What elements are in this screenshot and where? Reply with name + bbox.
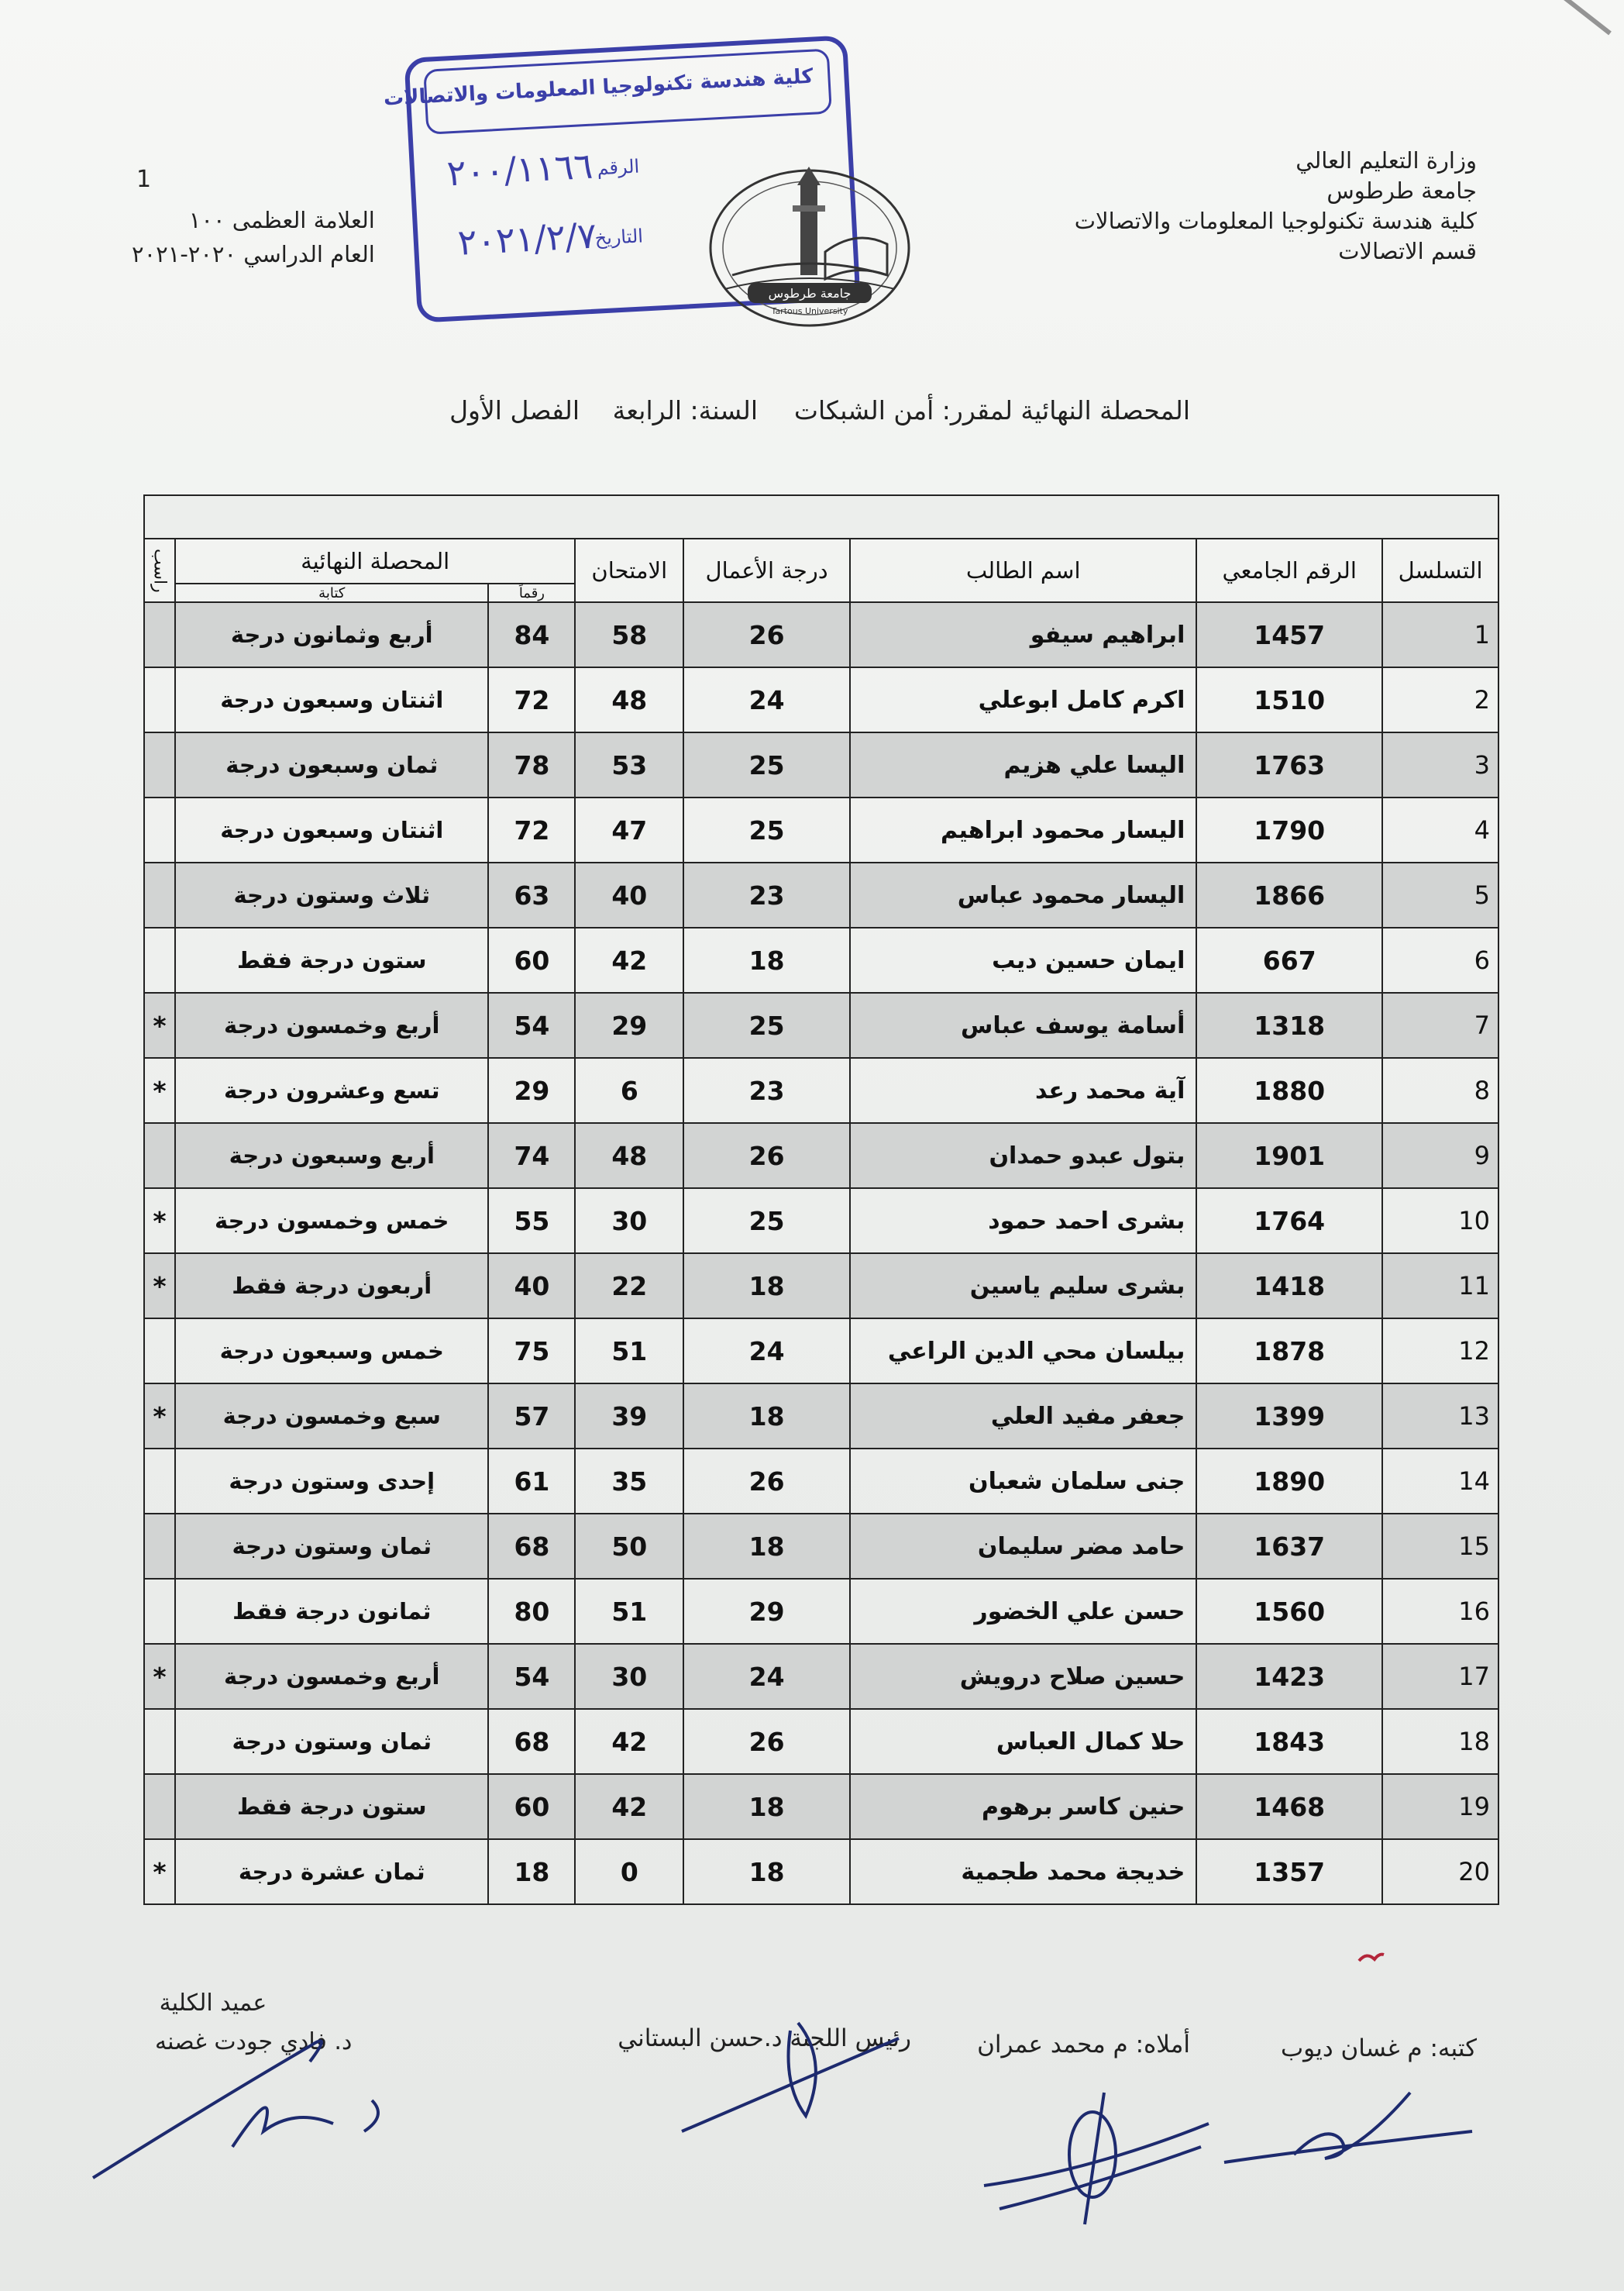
cell-total-words: خمس وسبعون درجة <box>175 1318 488 1383</box>
cell-total-words: إحدى وستون درجة <box>175 1449 488 1514</box>
cell-failed-mark <box>144 1514 175 1579</box>
cell-total: 72 <box>488 798 575 863</box>
table-row <box>144 928 1498 993</box>
cell-seq: 17 <box>1382 1644 1498 1709</box>
cell-total-words: خمس وخمسون درجة <box>175 1188 488 1253</box>
cell-exam: 42 <box>575 1709 683 1774</box>
table-row <box>144 1123 1498 1188</box>
cell-total-words: ثمان عشرة درجة <box>175 1839 488 1904</box>
institution-header <box>1075 146 1477 267</box>
table-blank-header-row <box>144 495 1498 539</box>
cell-seq: 6 <box>1382 928 1498 993</box>
cell-seq: 20 <box>1382 1839 1498 1904</box>
stamp-date-label: التاريخ <box>594 225 644 250</box>
cell-exam: 42 <box>575 1774 683 1839</box>
cell-failed-mark <box>144 798 175 863</box>
footer-committee-chair: رئيس اللجنة د.حسن البستاني <box>618 2024 911 2052</box>
cell-coursework: 18 <box>683 928 850 993</box>
cell-student-name: جعفر مفيد العلي <box>850 1383 1196 1449</box>
table-row <box>144 1449 1498 1514</box>
cell-failed-mark: * <box>144 1058 175 1123</box>
header-name: اسم الطالب <box>850 539 1196 602</box>
cell-student-id: 1790 <box>1196 798 1382 863</box>
table-row <box>144 1839 1498 1904</box>
cell-total-words: ستون درجة فقط <box>175 1774 488 1839</box>
cell-total: 40 <box>488 1253 575 1318</box>
cell-failed-mark <box>144 1579 175 1644</box>
cell-total-words: ثمانون درجة فقط <box>175 1579 488 1644</box>
header-final-num: رقماً <box>488 584 575 602</box>
dean-name: د. فادي جودت غصنه <box>155 2028 353 2055</box>
cell-failed-mark <box>144 928 175 993</box>
cell-total: 18 <box>488 1839 575 1904</box>
cell-total: 57 <box>488 1383 575 1449</box>
cell-student-name: حامد مضر سليمان <box>850 1514 1196 1579</box>
cell-student-id: 1510 <box>1196 667 1382 732</box>
table-header-row <box>144 539 1498 584</box>
cell-coursework: 26 <box>683 1449 850 1514</box>
cell-student-name: حسن علي الخضور <box>850 1579 1196 1644</box>
cell-coursework: 18 <box>683 1514 850 1579</box>
cell-student-id: 1423 <box>1196 1644 1382 1709</box>
cell-seq: 18 <box>1382 1709 1498 1774</box>
table-row <box>144 1318 1498 1383</box>
cell-exam: 50 <box>575 1514 683 1579</box>
cell-exam: 6 <box>575 1058 683 1123</box>
dean-title: عميد الكلية <box>159 1990 267 2017</box>
cell-exam: 58 <box>575 602 683 667</box>
cell-failed-mark <box>144 1709 175 1774</box>
table-row <box>144 993 1498 1058</box>
cell-exam: 40 <box>575 863 683 928</box>
header-coursework: درجة الأعمال <box>683 539 850 602</box>
cell-coursework: 18 <box>683 1253 850 1318</box>
cell-failed-mark: * <box>144 993 175 1058</box>
cell-coursework: 23 <box>683 1058 850 1123</box>
cell-student-id: 1763 <box>1196 732 1382 798</box>
cell-coursework: 26 <box>683 602 850 667</box>
cell-total-words: أربع وخمسون درجة <box>175 993 488 1058</box>
cell-coursework: 25 <box>683 1188 850 1253</box>
cell-total: 84 <box>488 602 575 667</box>
red-tick-mark-icon <box>1356 1945 1387 1969</box>
page-number: 1 <box>136 166 152 193</box>
cell-exam: 39 <box>575 1383 683 1449</box>
table-row <box>144 1058 1498 1123</box>
cell-exam: 35 <box>575 1449 683 1514</box>
stamp-date-value: ٢٠٢١/٢/٧ <box>456 214 598 264</box>
cell-student-id: 1468 <box>1196 1774 1382 1839</box>
cell-coursework: 24 <box>683 1644 850 1709</box>
cell-seq: 16 <box>1382 1579 1498 1644</box>
cell-failed-mark: * <box>144 1644 175 1709</box>
cell-exam: 51 <box>575 1579 683 1644</box>
cell-student-id: 1357 <box>1196 1839 1382 1904</box>
cell-seq: 4 <box>1382 798 1498 863</box>
cell-total: 29 <box>488 1058 575 1123</box>
cell-seq: 3 <box>1382 732 1498 798</box>
cell-exam: 0 <box>575 1839 683 1904</box>
cell-student-id: 1318 <box>1196 993 1382 1058</box>
cell-coursework: 24 <box>683 1318 850 1383</box>
cell-coursework: 29 <box>683 1579 850 1644</box>
table-row <box>144 1774 1498 1839</box>
cell-student-name: اكرم كامل ابوعلي <box>850 667 1196 732</box>
cell-coursework: 18 <box>683 1774 850 1839</box>
table-body <box>144 602 1498 1904</box>
table-row <box>144 798 1498 863</box>
cell-total: 74 <box>488 1123 575 1188</box>
table-row <box>144 1644 1498 1709</box>
footer-dictator: أملاه: م محمد عمران <box>977 2031 1190 2058</box>
cell-total-words: ثمان وسبعون درجة <box>175 732 488 798</box>
table-row <box>144 1514 1498 1579</box>
cell-student-name: حلا كمال العباس <box>850 1709 1196 1774</box>
course-title: المحصلة النهائية لمقرر: أمن الشبكات <box>793 395 1190 425</box>
cell-total-words: اثنتان وسبعون درجة <box>175 798 488 863</box>
cell-student-id: 1637 <box>1196 1514 1382 1579</box>
cell-coursework: 26 <box>683 1709 850 1774</box>
cell-failed-mark <box>144 1123 175 1188</box>
cell-total: 54 <box>488 1644 575 1709</box>
cell-student-id: 1880 <box>1196 1058 1382 1123</box>
cell-student-name: خديجة محمد طجمية <box>850 1839 1196 1904</box>
cell-total-words: أربع وسبعون درجة <box>175 1123 488 1188</box>
cell-exam: 48 <box>575 667 683 732</box>
ministry-line: وزارة التعليم العالي <box>1295 147 1477 174</box>
cell-failed-mark: * <box>144 1253 175 1318</box>
cell-seq: 11 <box>1382 1253 1498 1318</box>
cell-total: 80 <box>488 1579 575 1644</box>
header-seq: التسلسل <box>1382 539 1498 602</box>
cell-seq: 10 <box>1382 1188 1498 1253</box>
cell-exam: 30 <box>575 1188 683 1253</box>
cell-total: 54 <box>488 993 575 1058</box>
cell-student-name: آية محمد رعد <box>850 1058 1196 1123</box>
cell-student-name: بتول عبدو حمدان <box>850 1123 1196 1188</box>
cell-seq: 14 <box>1382 1449 1498 1514</box>
grades-table <box>143 494 1499 1905</box>
cell-exam: 51 <box>575 1318 683 1383</box>
cell-student-name: جنى سلمان شعبان <box>850 1449 1196 1514</box>
cell-total: 55 <box>488 1188 575 1253</box>
cell-student-name: أسامة يوسف عباس <box>850 993 1196 1058</box>
cell-seq: 13 <box>1382 1383 1498 1449</box>
header-final-words: كتابة <box>175 584 488 602</box>
cell-coursework: 18 <box>683 1383 850 1449</box>
cell-student-name: حسين صلاح درويش <box>850 1644 1196 1709</box>
cell-coursework: 23 <box>683 863 850 928</box>
cell-coursework: 25 <box>683 993 850 1058</box>
cell-total: 68 <box>488 1709 575 1774</box>
cell-total-words: سبع وخمسون درجة <box>175 1383 488 1449</box>
cell-student-name: ايمان حسين ديب <box>850 928 1196 993</box>
cell-exam: 42 <box>575 928 683 993</box>
cell-seq: 2 <box>1382 667 1498 732</box>
table-row <box>144 667 1498 732</box>
cell-total: 63 <box>488 863 575 928</box>
cell-student-name: اليسا علي هزيم <box>850 732 1196 798</box>
cell-student-id: 1843 <box>1196 1709 1382 1774</box>
cell-student-name: اليسار محمود ابراهيم <box>850 798 1196 863</box>
stamp-number-label: الرقم <box>596 155 640 180</box>
cell-student-name: بيلسان محي الدين الراعي <box>850 1318 1196 1383</box>
cell-exam: 29 <box>575 993 683 1058</box>
cell-student-name: ابراهيم سيفو <box>850 602 1196 667</box>
cell-seq: 7 <box>1382 993 1498 1058</box>
cell-exam: 53 <box>575 732 683 798</box>
cell-student-name: حنين كاسر برهوم <box>850 1774 1196 1839</box>
cell-student-name: بشرى احمد حمود <box>850 1188 1196 1253</box>
cell-total: 60 <box>488 928 575 993</box>
cell-failed-mark <box>144 1449 175 1514</box>
cell-seq: 8 <box>1382 1058 1498 1123</box>
stamp-title: كلية هندسة تكنولوجيا المعلومات والاتصالات <box>383 64 814 111</box>
academic-year-line: العام الدراسي ٢٠٢٠-٢٠٢١ <box>132 241 375 267</box>
cell-total-words: ثمان وستون درجة <box>175 1709 488 1774</box>
cell-total: 78 <box>488 732 575 798</box>
course-semester: الفصل الأول <box>449 395 580 425</box>
cell-seq: 9 <box>1382 1123 1498 1188</box>
cell-total-words: ستون درجة فقط <box>175 928 488 993</box>
cell-failed-mark: * <box>144 1839 175 1904</box>
footer-writer: كتبه: م غسان ديوب <box>1281 2034 1477 2062</box>
table-row <box>144 1579 1498 1644</box>
cell-total-words: اثنتان وسبعون درجة <box>175 667 488 732</box>
cell-failed-mark <box>144 602 175 667</box>
dictator-signature-icon <box>969 2077 1224 2232</box>
cell-total-words: ثمان وستون درجة <box>175 1514 488 1579</box>
table-row <box>144 1188 1498 1253</box>
cell-student-name: بشرى سليم ياسين <box>850 1253 1196 1318</box>
cell-seq: 5 <box>1382 863 1498 928</box>
cell-total-words: أربع وثمانون درجة <box>175 602 488 667</box>
cell-total-words: ثلاث وستون درجة <box>175 863 488 928</box>
header-failed: راسب <box>144 539 175 602</box>
writer-signature-icon <box>1209 2077 1488 2178</box>
cell-student-id: 1764 <box>1196 1188 1382 1253</box>
cell-exam: 30 <box>575 1644 683 1709</box>
course-year: السنة: الرابعة <box>612 395 758 425</box>
seal-label: جامعة طرطوس <box>768 286 852 301</box>
cell-student-name: اليسار محمود عباس <box>850 863 1196 928</box>
cell-total: 60 <box>488 1774 575 1839</box>
chair-signature-icon <box>674 2015 907 2139</box>
max-mark-line: العلامة العظمى ١٠٠ <box>188 207 375 233</box>
exam-info-header <box>132 203 375 271</box>
department-line: قسم الاتصالات <box>1338 238 1477 264</box>
cell-failed-mark <box>144 1318 175 1383</box>
cell-failed-mark: * <box>144 1383 175 1449</box>
table-row <box>144 1253 1498 1318</box>
table-row <box>144 732 1498 798</box>
cell-seq: 15 <box>1382 1514 1498 1579</box>
cell-seq: 12 <box>1382 1318 1498 1383</box>
cell-student-id: 1901 <box>1196 1123 1382 1188</box>
cell-student-id: 1560 <box>1196 1579 1382 1644</box>
cell-failed-mark <box>144 863 175 928</box>
cell-failed-mark: * <box>144 1188 175 1253</box>
cell-failed-mark <box>144 1774 175 1839</box>
cell-coursework: 24 <box>683 667 850 732</box>
table-row <box>144 1709 1498 1774</box>
cell-student-id: 1890 <box>1196 1449 1382 1514</box>
cell-exam: 22 <box>575 1253 683 1318</box>
cell-student-id: 1457 <box>1196 602 1382 667</box>
dean-signature-icon <box>77 2031 403 2186</box>
table-row <box>144 1383 1498 1449</box>
cell-exam: 48 <box>575 1123 683 1188</box>
seal-label-en: Tartous University <box>771 306 848 316</box>
university-seal-icon <box>701 159 918 337</box>
university-line: جامعة طرطوس <box>1326 177 1477 204</box>
cell-failed-mark <box>144 667 175 732</box>
cell-coursework: 25 <box>683 732 850 798</box>
cell-coursework: 25 <box>683 798 850 863</box>
cell-student-id: 667 <box>1196 928 1382 993</box>
cell-total: 72 <box>488 667 575 732</box>
stamp-number-value: ٢٠٠/١١٦٦ <box>446 144 594 195</box>
header-final: المحصلة النهائية <box>175 539 575 584</box>
cell-exam: 47 <box>575 798 683 863</box>
cell-student-id: 1866 <box>1196 863 1382 928</box>
table-row <box>144 602 1498 667</box>
cell-coursework: 26 <box>683 1123 850 1188</box>
cell-seq: 19 <box>1382 1774 1498 1839</box>
cell-total-words: تسع وعشرون درجة <box>175 1058 488 1123</box>
cell-seq: 1 <box>1382 602 1498 667</box>
cell-failed-mark <box>144 732 175 798</box>
cell-total-words: أربع وخمسون درجة <box>175 1644 488 1709</box>
cell-coursework: 18 <box>683 1839 850 1904</box>
cell-total: 61 <box>488 1449 575 1514</box>
page-fold-mark <box>1511 0 1612 35</box>
header-exam: الامتحان <box>575 539 683 602</box>
cell-total-words: أربعون درجة فقط <box>175 1253 488 1318</box>
cell-student-id: 1399 <box>1196 1383 1382 1449</box>
cell-total: 68 <box>488 1514 575 1579</box>
table-row <box>144 863 1498 928</box>
faculty-line: كلية هندسة تكنولوجيا المعلومات والاتصالات <box>1074 208 1477 234</box>
cell-total: 75 <box>488 1318 575 1383</box>
header-id: الرقم الجامعي <box>1196 539 1382 602</box>
cell-student-id: 1878 <box>1196 1318 1382 1383</box>
cell-student-id: 1418 <box>1196 1253 1382 1318</box>
